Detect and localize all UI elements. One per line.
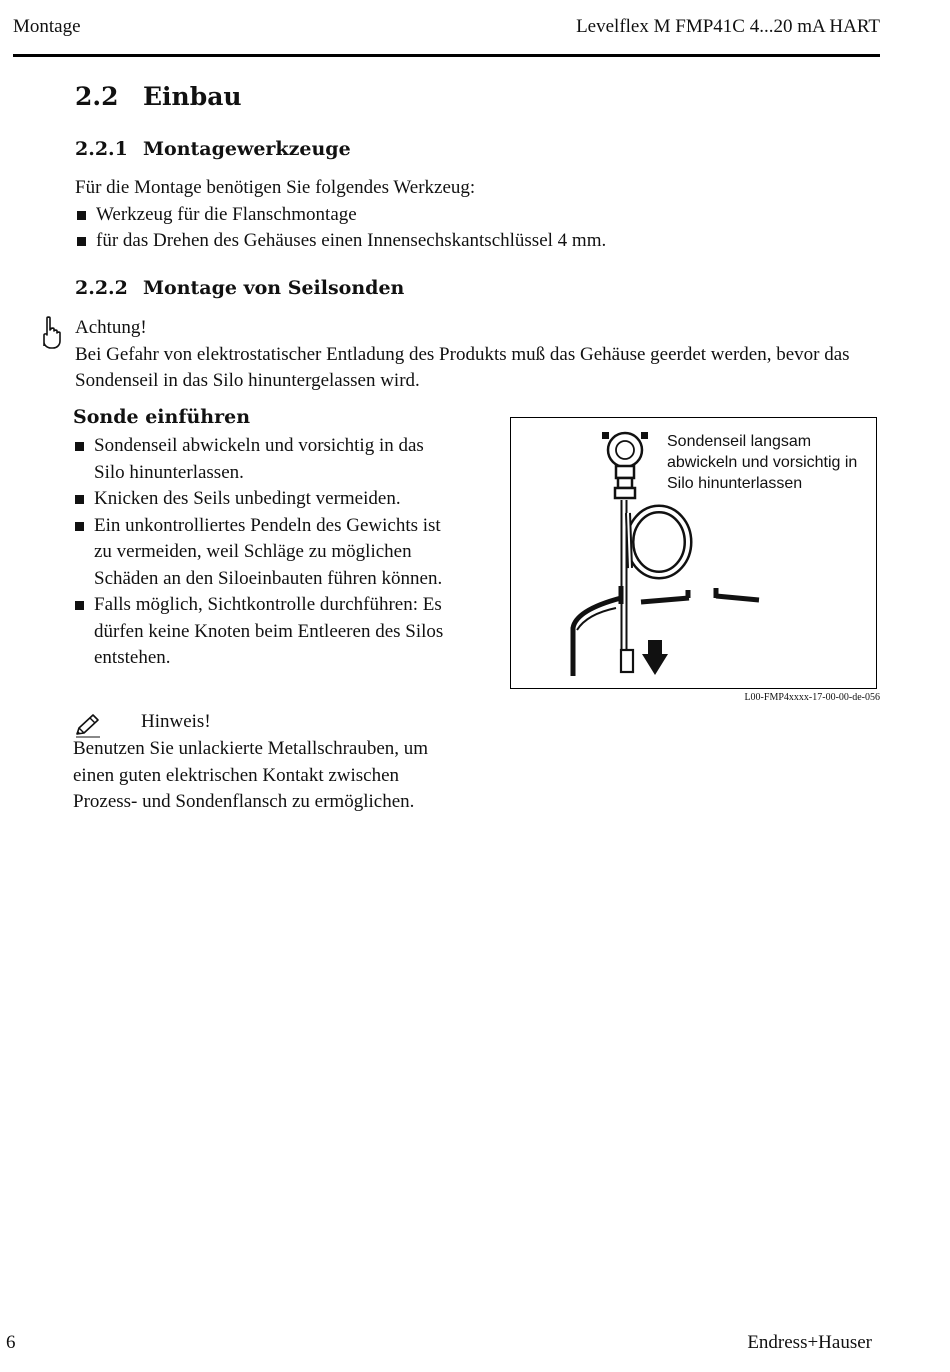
- probe-weight: [621, 650, 633, 672]
- tools-block: [75, 175, 875, 255]
- pointing-hand-icon: [40, 316, 64, 350]
- figure-label: Sondenseil langsam abwickeln und vorsichtig in Silo hinunterlassen: [667, 433, 858, 492]
- tools-intro: Für die Montage benötigen Sie folgendes Werkzeug:: [75, 177, 476, 198]
- note-title: Hinweis!: [141, 711, 211, 732]
- footer-brand: Endress+Hauser: [747, 1332, 872, 1353]
- note-text: Benutzen Sie unlackierte Metallschrauben, um einen guten elektrischen Kontakt zwischen Prozess- und Sondenflansch zu ermöglichen.: [73, 738, 429, 812]
- list-item: Werkzeug für die Flanschmontage: [75, 202, 875, 229]
- pencil-note-icon: [74, 712, 102, 738]
- subsection-number: 2.2.1: [75, 138, 128, 160]
- header-rule: [13, 54, 880, 57]
- list-item: für das Drehen des Gehäuses einen Innensechskantschlüssel 4 mm.: [75, 228, 875, 255]
- caution-title: Achtung!: [75, 317, 147, 338]
- insert-block: [73, 433, 451, 672]
- insert-list: [73, 433, 451, 672]
- caution-block: [75, 315, 875, 395]
- transmitter-housing: [602, 432, 648, 498]
- down-arrow-icon: [642, 640, 668, 675]
- caution-text: Bei Gefahr von elektrostatischer Entladung des Produkts muß das Gehäuse geerdet werden, bevor das Sondenseil in das Silo hinuntergelassen wird.: [75, 343, 850, 391]
- list-item: Sondenseil abwickeln und vorsichtig in das Silo hinunterlassen.: [73, 433, 451, 486]
- figure-rope-probe-installation: [510, 417, 877, 689]
- tools-list: [75, 202, 875, 255]
- section-number: 2.2: [75, 82, 119, 111]
- subsection-number: 2.2.2: [75, 277, 128, 299]
- list-item: Knicken des Seils unbedingt vermeiden.: [73, 486, 451, 513]
- running-header-section: Montage: [13, 16, 81, 37]
- running-header-product: Levelflex M FMP41C 4...20 mA HART: [576, 16, 880, 37]
- silo-roof: [573, 586, 759, 676]
- section-title: Einbau: [143, 82, 242, 111]
- list-item: Ein unkontrolliertes Pendeln des Gewichts ist zu vermeiden, weil Schläge zu möglichen Schäden an den Siloeinbauten führen können.: [73, 513, 451, 593]
- subsection-heading-rope-probes: [75, 277, 404, 299]
- insert-heading: Sonde einführen: [73, 406, 251, 428]
- section-heading: [75, 82, 242, 111]
- subsection-heading-tools: [75, 138, 351, 160]
- figure-code: L00-FMP4xxxx-17-00-00-de-056: [744, 692, 880, 703]
- page-number: 6: [6, 1332, 16, 1353]
- list-item: Falls möglich, Sichtkontrolle durchführen: Es dürfen keine Knoten beim Entleeren des Silos entstehen.: [73, 592, 451, 672]
- subsection-title: Montage von Seilsonden: [143, 277, 405, 299]
- subsection-title: Montagewerkzeuge: [143, 138, 351, 160]
